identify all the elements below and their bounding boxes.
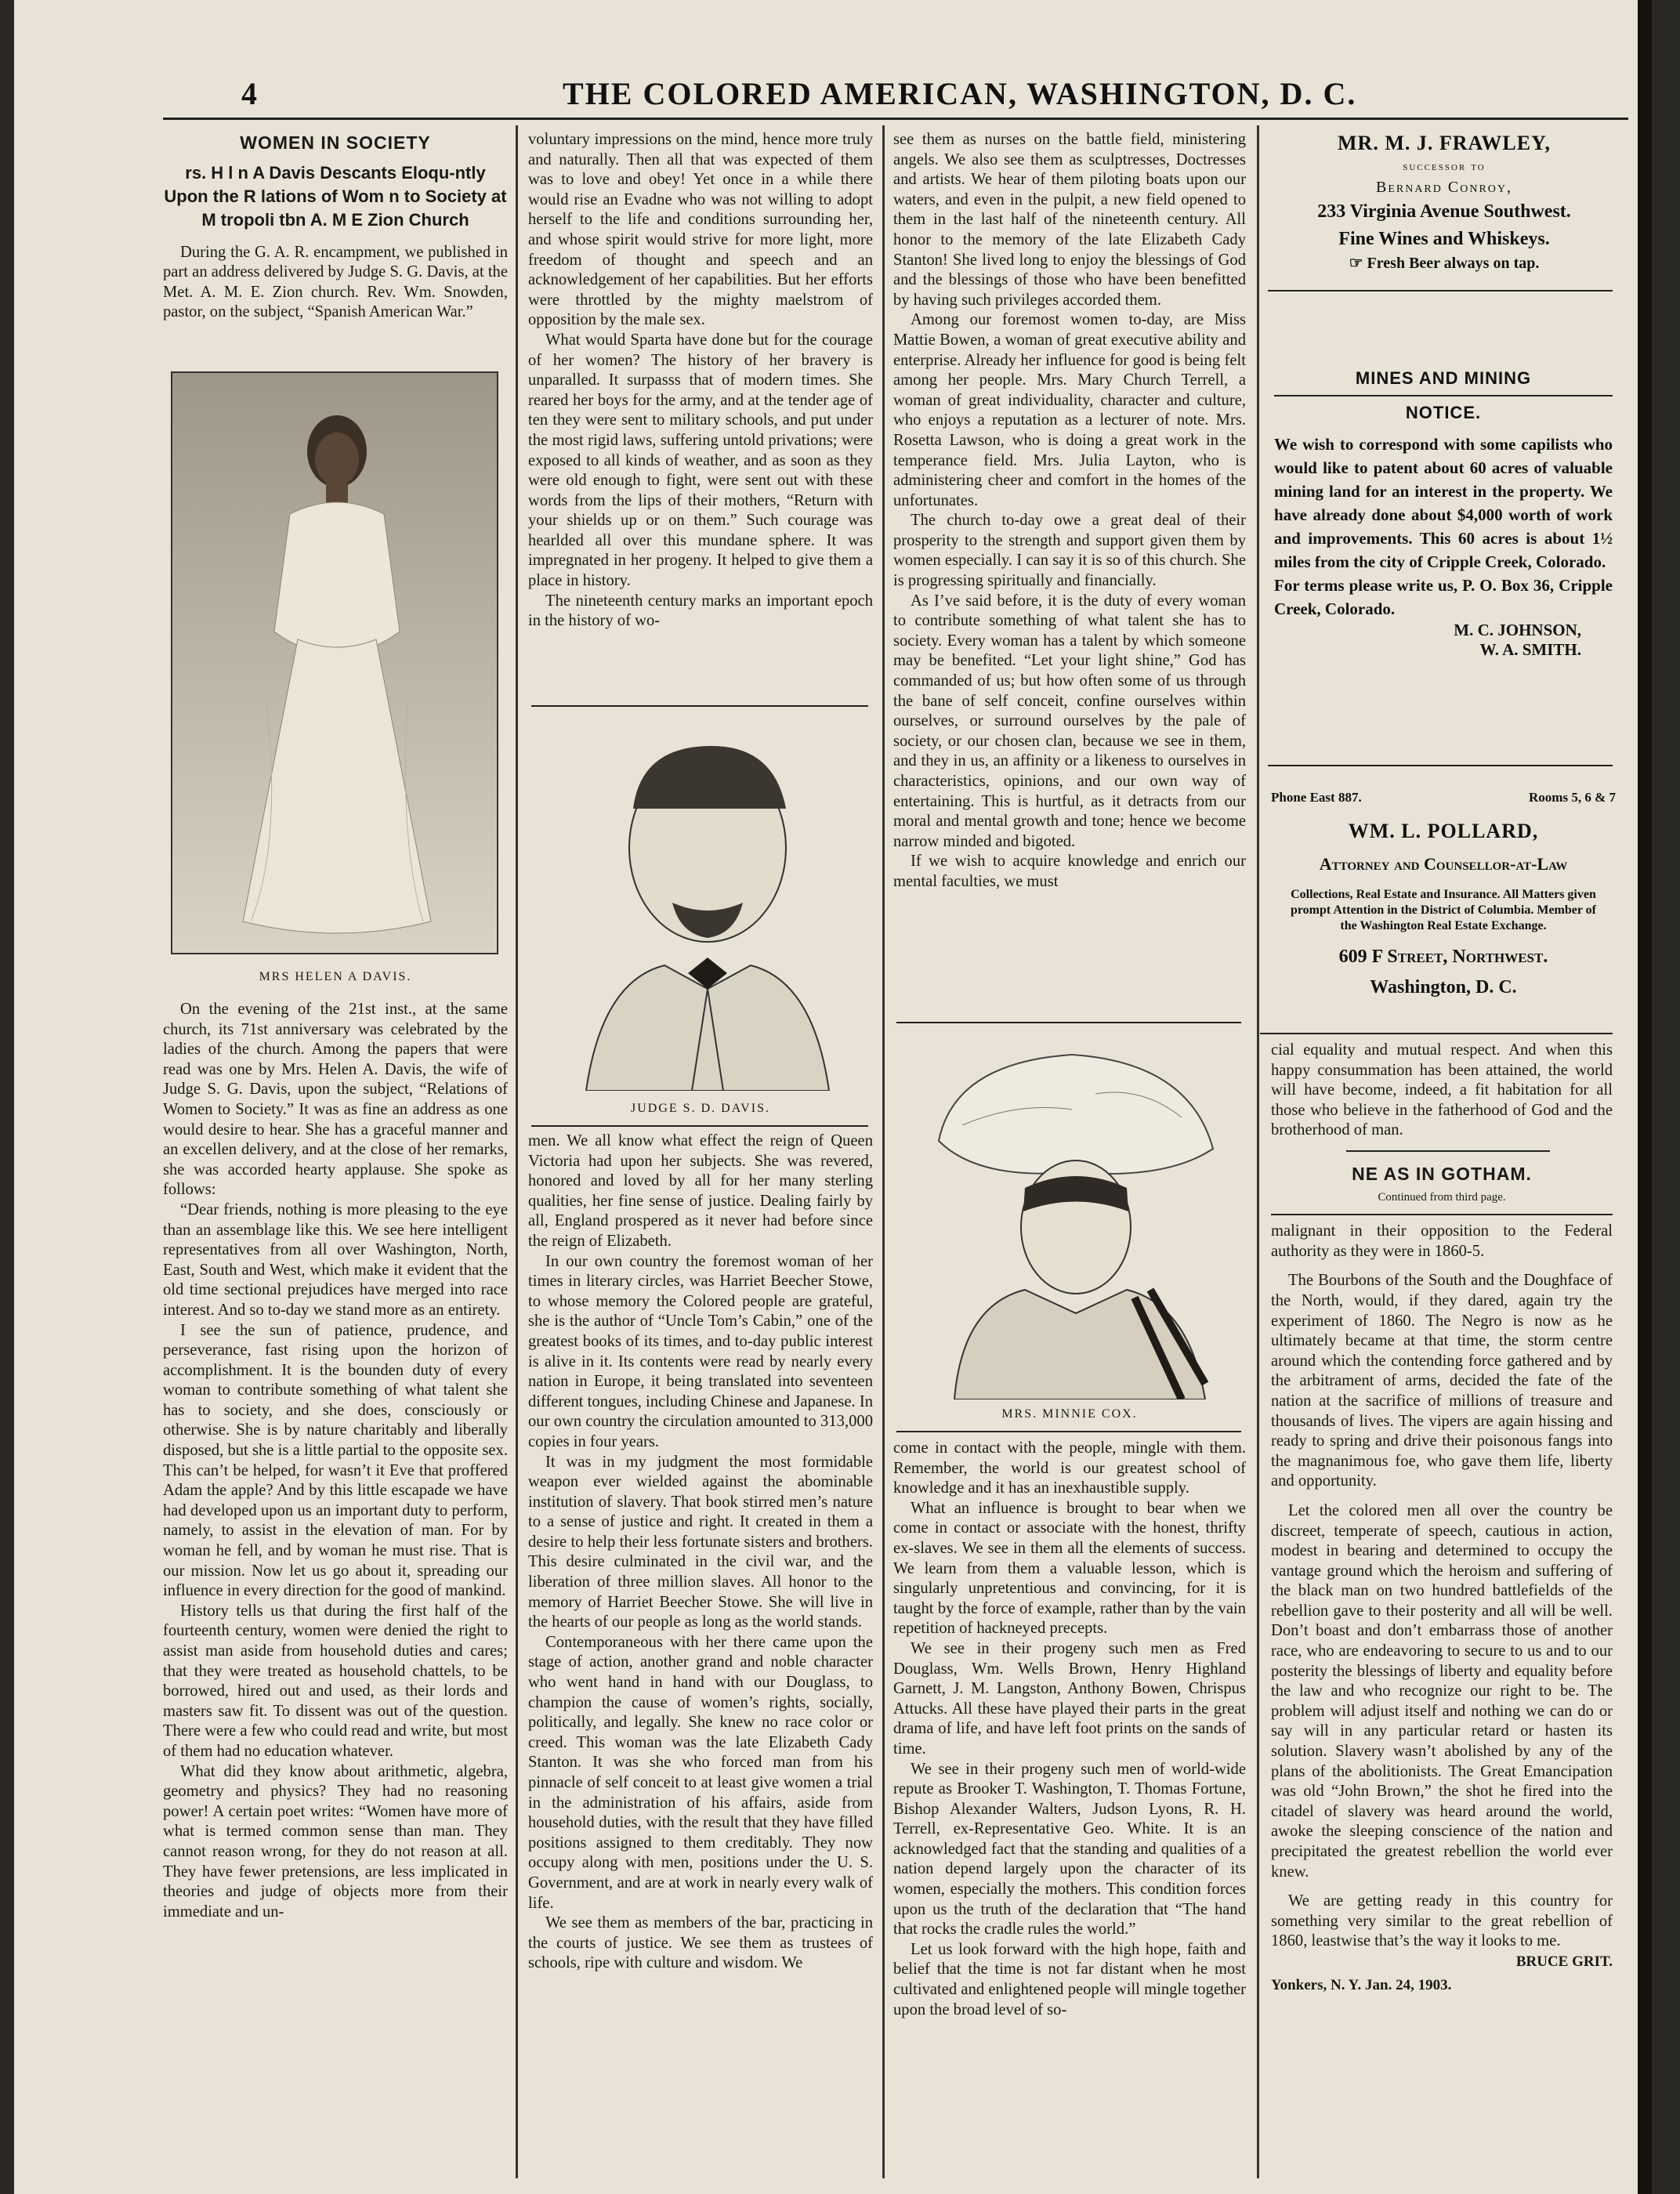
gotham-headline: NE AS IN GOTHAM. <box>1352 1164 1532 1184</box>
paragraph: see them as nurses on the battle field, ministering angels. We also see them as sculptresses, Doctresses and artists. We hear of them piloting boats upon our waters, and even in the pulpit, a new field opened to them in the last half of the nineteenth century. All honor to the memory of the late Elizabeth Cady Stanton! She lived long to enjoy the blessings of God and the blessings of those who have been benefitted by having such privileges accorded them. <box>893 131 1246 309</box>
frawley-predecessor: Bernard Conroy, <box>1375 179 1513 196</box>
newspaper-page <box>14 0 1652 2194</box>
paragraph: The church to-day owe a great deal of their prosperity to the strength and support given them by women especially. I can say it is so of this church. She is progressing spiritually and financially. <box>893 512 1246 590</box>
man-portrait-icon <box>555 715 853 1091</box>
masthead <box>14 75 1628 122</box>
divider <box>1268 290 1613 291</box>
paragraph: History tells us that during the first half of the fourteenth century, women were denied the right to assist man aside from household duties and cares; that they were treated as household chattels, to be borrowed, hired out and used, as their lords and masters saw fit. To dissent was out of the question. There were a few who could read and write, but most of them had no education whatever. <box>163 1602 508 1760</box>
paragraph: We see them as members of the bar, practicing in the courts of justice. We see them as trustees of schools, ripe with culture and wisdom. We <box>528 1914 873 1972</box>
judge-davis-portrait <box>555 715 853 1091</box>
mines-signature-2: W. A. SMITH. <box>1479 640 1581 659</box>
helen-davis-photo <box>171 371 498 954</box>
page-number: 4 <box>241 76 257 111</box>
woman-hat-portrait-icon <box>907 1031 1236 1399</box>
frawley-address: 233 Virginia Avenue Southwest. <box>1317 201 1571 222</box>
women-headline: WOMEN IN SOCIETY <box>240 133 431 153</box>
paragraph: What would Sparta have done but for the courage of her women? The history of her bravery is unparalled. It surpasss that of modern times. She reared her boys for the army, and at the tender age of ten they were sent to military schools, and put under the most rigid laws, suffering untold privations; were exposed to all kinds of weather, and as soon as they were old enough to fight, were sent out with these words from the lips of their mothers, “Return with your shields up or on them.” Such courage was hearlded all over this mundane sphere. It was impregnated in her progeny. It helped to give them a place in history. <box>528 331 873 590</box>
divider <box>1274 395 1613 396</box>
women-intro: During the G. A. R. encampment, we published in part an address delivered by Judge S. G. Davis, at the Met. A. M. E. Zion church. Rev. Wm. Snowden, pastor, on the subject, “Spanish American War.” <box>163 243 508 321</box>
mines-body: We wish to correspond with some capilists who would like to patent about 60 acres of valuable mining land for an interest in the property. We have already done about $4,000 worth of work and improvements. This 60 acres is about 1½ miles from the city of Cripple Creek, Colorado. <box>1274 435 1613 571</box>
paragraph: Let us look forward with the high hope, faith and belief that the time is not far distant when he most cultivated and enlightened people will mingle together upon the broad level of so- <box>893 1940 1246 2018</box>
women-subhead: rs. H l n A Davis Descants Eloqu-ntly Upon the R lations of Wom n to Society at M tropoli tbn A. M E Zion Church <box>164 162 507 230</box>
paragraph: We see in their progeny such men of world-wide repute as Brooker T. Washington, T. Thomas Fortune, Bishop Alexander Walters, Judson Lyons, R. H. Terrell, ex-Representative Geo. White. It is an acknowledged fact that the standing and qualities of a nation depend largely upon the character of its women, especially the mothers. This condition forces upon us the truth of the declaration that “The hand that rocks the cradle rules the world.” <box>893 1760 1246 1939</box>
paragraph: malignant in their opposition to the Federal authority as they were in 1860-5. <box>1271 1222 1613 1260</box>
pollard-city: Washington, D. C. <box>1370 977 1517 997</box>
column-3-body <box>893 1439 1246 2170</box>
gotham-dateline: Yonkers, N. Y. Jan. 24, 1903. <box>1271 1976 1452 1993</box>
pollard-contact-row <box>1271 790 1616 806</box>
pollard-profession: Attorney and Counsellor-at-Law <box>1319 854 1568 874</box>
pollard-name: WM. L. POLLARD, <box>1348 820 1539 842</box>
frawley-beer: ☞ Fresh Beer always on tap. <box>1349 255 1540 272</box>
gotham-signature: BRUCE GRIT. <box>1515 1953 1613 1970</box>
pollard-services: Collections, Real Estate and Insurance. All Matters given prompt Attention in the District of Columbia. Member of the Washington Real Estate Exchange. <box>1290 888 1597 932</box>
column-rule-2 <box>882 125 885 2178</box>
paragraph: We see in their progeny such men as Fred Douglass, Wm. Wells Brown, Henry Highland Garnett, J. M. Langston, Anthony Bowen, Chrispus Attucks. All these have played their parts in the great drama of life, and have left foot prints on the sands of time. <box>893 1639 1246 1758</box>
divider <box>1271 1214 1613 1215</box>
paragraph: men. We all know what effect the reign of Queen Victoria had upon her subjects. She was revered, honored and loved by all for her many sterling qualities, her fine sense of justice. Dealing fairly by all, England prospered as it never had before since the reign of Elizabeth. <box>528 1132 873 1250</box>
column-2-top <box>528 130 873 699</box>
column-rule-1 <box>516 125 518 2178</box>
helen-davis-caption: MRS HELEN A DAVIS. <box>259 970 412 983</box>
pollard-street: 609 F Street, Northwest. <box>1338 947 1548 967</box>
column-3-top <box>893 130 1246 1016</box>
frawley-ad <box>1268 132 1620 273</box>
gotham-continued: Continued from third page. <box>1378 1190 1506 1204</box>
newspaper-title: THE COLORED AMERICAN, WASHINGTON, D. C. <box>563 76 1357 111</box>
paragraph: come in contact with the people, mingle with them. Remember, the world is our greatest school of knowledge and it has an inexhaustible supply. <box>893 1439 1246 1497</box>
paragraph: The Bourbons of the South and the Doughface of the North, would, if they dared, again try the experiment of 1860. The Negro is now as he ultimately became at that time, the storm centre around which the contending force gathered and by the arbitrament of arms, decided the fate of the nation at the sacrifice of millions of treasure and thousands of lives. The vipers are again hissing and ready to spring and drive their poisonous fangs into the magnanimous foe, who gave them life, liberty and opportunity. <box>1271 1272 1613 1490</box>
column-1-top <box>163 133 508 360</box>
divider <box>531 1125 868 1127</box>
paragraph: What an influence is brought to bear when we come in contact or associate with the honest, thrifty ex-slaves. We see in them all the elements of success. We learn from them a valuable lesson, which is singularly unpretentious and convincing, for it is taught by the force of example, rather than by the vain repetition of hackneyed precepts. <box>893 1499 1246 1638</box>
paragraph: Among our foremost women to-day, are Miss Mattie Bowen, a woman of great executive ability and enterprise. Already her influence for good is being felt among her people. Mrs. Mary Church Terrell, a woman of great individuality, character and culture, who enjoys a reputation as a lecturer of note. Mrs. Rosetta Lawson, who is doing a great work in the temperance field. Mrs. Julia Layton, who is administering cheer and comfort in the homes of the unfortunates. <box>893 311 1246 509</box>
paragraph: On the evening of the 21st inst., at the same church, its 71st anniversary was celebrated by the ladies of the church. Among the papers that were read was one by Mrs. Helen A. Davis, the wife of Judge S. G. Davis, upon the subject, “Relations of Women to Society.” It was as fine an address as one would desire to hear. She has a graceful manner and an excellen delivery, and at the close of her remarks, she was accorded hearty applause. She spoke as follows: <box>163 1001 508 1199</box>
frawley-successor-line: successor to <box>1403 160 1486 173</box>
paragraph: voluntary impressions on the mind, hence more truly and naturally. Then all that was expected of them was to love and obey! Yet once in a while there would rise an Evadne who was not willing to adopt herself to the life and conditions surrounding her, and whose spirit would strive for more light, more freedom of thought and speech and an acknowledgement of her capabilities. But her efforts were throttled by the mighty maelstrom of opposition by the male sex. <box>528 131 873 329</box>
paragraph: It was in my judgment the most formidable weapon ever wielded against the abominable institution of slavery. That book stirred men’s nature to a sense of justice and right. It created in them a desire to help their less fortunate sisters and brothers. This desire culminated in the civil war, and the liberation of three million slaves. All honor to the memory of Harriet Beecher Stowe. She will live in the hearts of our people as long as the world stands. <box>528 1453 873 1631</box>
divider <box>896 1431 1241 1432</box>
divider <box>896 1022 1241 1023</box>
paragraph: I see the sun of patience, prudence, and perseverance, fast rising upon the horizon of accomplishment. It is the bounden duty of every woman to contribute something of what talent she has to society, and she does, consciously or otherwise. She is by nature charitably and liberally disposed, but she is a little partial to the opposite sex. This can’t be helped, for wasn’t it Eve that proffered Adam the apple? And by this little escapade we have had developed upon us an important duty to perform, namely, to assist in the elevation of man. For by woman he fell, and by woman he must rise. That is our mission. Now let us go about it, spreading our influence in every direction for the good of mankind. <box>163 1321 508 1600</box>
page-edge <box>1638 0 1652 2194</box>
pollard-rooms: Rooms 5, 6 & 7 <box>1529 790 1616 805</box>
divider <box>1268 765 1613 766</box>
paragraph: What did they know about arithmetic, algebra, geometry and physics? They had no reasoning power! A certain poet writes: “Women have more of what is termed common sense than man. They cannot reason wrong, for they do not reason at all. They have fewer pretensions, are less implicated in theories and judge of objects more from their immediate and un- <box>163 1762 508 1921</box>
column-4-continuation <box>1271 1041 1613 1174</box>
mines-terms: For terms please write us, P. O. Box 36, Cripple Creek, Colorado. <box>1274 576 1613 618</box>
column-1-body <box>163 1000 508 2170</box>
paragraph: Let the colored men all over the country be discreet, temperate of speech, cautious in action, modest in bearing and determined to occupy the vantage ground which the heroism and suffering of the black man on two hundred battlefields of the rebellion gave to their posterity and all will be well. Don’t boast and don’t embarrass those of another race, who are endeavoring to secure to us and to our posterity the blessings of liberty and equality before the law and who recognize our right to be. The problem will adjust itself and nothing we can do or say will in any particular retard or hasten its solution. Slavery wasn’t abolished by any of the plans of the abolitionists. The Great Emancipation was old “John Brown,” the shot he fired into the citadel of slavery was heard around the world, awoke the sleeping conscience of the nation and precipitated the greatest rebellion the world ever knew. <box>1271 1501 1613 1881</box>
paragraph: In our own country the foremost woman of her times in literary circles, was Harriet Beecher Stowe, to whose memory the Colored people are grateful, she is the author of “Uncle Tom’s Cabin,” one of the greatest books of its times, and to-day public interest is alive in it. Its contents were read by nearly every nation in Europe, it being translated into seventeen different tongues, including Chinese and Japanese. In our own country the circulation amounted to 313,000 copies in four years. <box>528 1252 873 1450</box>
column-rule-3 <box>1257 125 1259 2178</box>
frawley-name: MR. M. J. FRAWLEY, <box>1338 132 1551 154</box>
paragraph: Contemporaneous with her there came upon the stage of action, another grand and noble character who went hand in hand with our Douglass, to champion the cause of women’s rights, socially, politically, and legally. She knew no race color or creed. This woman was the late Elizabeth Cady Stanton. It was she who forced man from his pinnacle of self conceit to at least give women a trial in the administration of his affairs, aside from household duties, with the result that they have filled positions assigned to them creditably. They now occupy along with men, positions under the U. S. Government, and are at work in nearly every walk of life. <box>528 1633 873 1912</box>
divider <box>531 705 868 707</box>
paragraph: If we wish to acquire knowledge and enrich our mental faculties, we must <box>893 853 1246 890</box>
frawley-goods: Fine Wines and Whiskeys. <box>1338 229 1550 249</box>
mines-heading: MINES AND MINING <box>1355 368 1532 388</box>
paragraph: We are getting ready in this country for something very similar to the great rebellion of 1860, leastwise that’s the way it looks to me. <box>1271 1892 1613 1950</box>
gotham-article <box>1271 1164 1613 2175</box>
judge-davis-caption: JUDGE S. D. DAVIS. <box>631 1102 770 1115</box>
paragraph: The nineteenth century marks an important epoch in the history of wo- <box>528 592 873 630</box>
divider <box>1260 1033 1613 1034</box>
paragraph: As I’ve said before, it is the duty of every woman to contribute something of what talent she has to society. Every woman has a talent by which someone may be benefited. “Let your light shine,” God has commanded of us; but how often some of us through the bane of self conceit, confine ourselves within ourselves, or surround ourselves by the pale of society, or our chosen clan, because we see in them, and they in us, an affinity or a likeness to ourselves in characteristics, opinions, and our own way of entertaining. This is hurtful, as it detracts from our moral and mental growth and tone; hence we become narrow minded and bigoted. <box>893 592 1246 850</box>
column-2-body <box>528 1131 873 2170</box>
mines-notice: NOTICE. <box>1405 403 1482 422</box>
woman-portrait-icon <box>172 373 497 953</box>
mines-signature-1: M. C. JOHNSON, <box>1454 621 1581 639</box>
minnie-cox-caption: MRS. MINNIE COX. <box>1001 1407 1138 1421</box>
paragraph: “Dear friends, nothing is more pleasing to the eye than an assemblage like this. We see here intelligent representatives from all over Washington, North, East, South and West, which make it evident that the old time sectional prejudices have merged into race interest. And so to-day we stand more as an entirety. <box>163 1200 508 1319</box>
pollard-phone: Phone East 887. <box>1271 790 1362 805</box>
pollard-ad <box>1271 790 1616 998</box>
masthead-rule <box>163 118 1628 120</box>
divider <box>1346 1150 1550 1152</box>
paragraph: cial equality and mutual respect. And when this happy consummation has been attained, the world will have become, indeed, a fit habitation for all those who believe in the fatherhood of God and the brotherhood of man. <box>1271 1041 1613 1139</box>
minnie-cox-portrait <box>907 1031 1236 1399</box>
mines-ad <box>1274 368 1613 660</box>
